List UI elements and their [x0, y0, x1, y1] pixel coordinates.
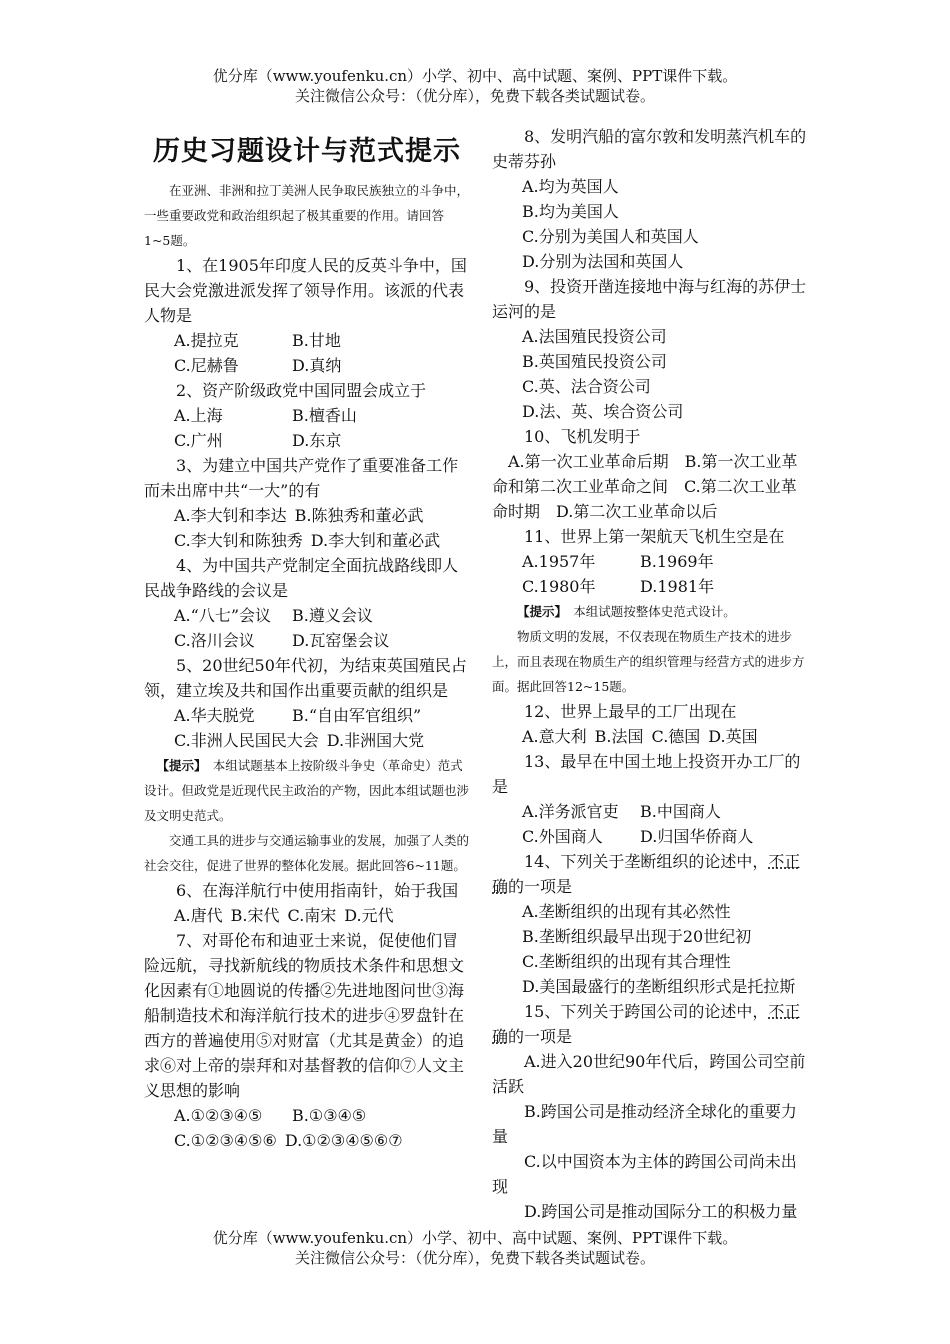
q12-option-b: B.法国 — [594, 727, 644, 746]
q14-emphasis: 不正确 — [492, 852, 801, 896]
q6-options — [144, 903, 470, 928]
q1-options-row2 — [144, 353, 470, 378]
q1-option-b: B.甘地 — [292, 331, 341, 350]
q2-option-a: A.上海 — [174, 406, 223, 425]
q1-option-a: A.提拉克 — [174, 331, 239, 350]
q15-stem-pre: 15、下列关于跨国公司的论述中， — [524, 1002, 769, 1021]
question-12: 12、世界上最早的工厂出现在 — [524, 702, 737, 721]
q12-option-a: A.意大利 — [522, 727, 587, 746]
q14-stem-post: 的一项是 — [508, 877, 573, 896]
tip-1-label: 【提示】 — [156, 758, 201, 773]
q1-option-c: C.尼赫鲁 — [174, 356, 239, 375]
q6-option-d: D.元代 — [344, 906, 394, 925]
page-title: 历史习题设计与范式提示 — [153, 136, 461, 167]
tip-2-text: 本组试题按整体史范式设计。 — [573, 604, 736, 619]
q12-option-d: D.英国 — [708, 727, 758, 746]
tip-1-text: 本组试题基本上按阶级斗争史（革命史）范式设计。但政党是近现代民主政治的产物，因此本组试题也涉及文明史范式。 — [144, 758, 470, 823]
q2-option-c: C.广州 — [174, 431, 223, 450]
question-15 — [492, 999, 810, 1049]
q11-option-c: C.1980年 — [522, 577, 596, 596]
q13-option-c: C.外国商人 — [522, 827, 603, 846]
q13-options-row2 — [492, 824, 810, 849]
footer-line-1: 优分库（www.youfenku.cn）小学、初中、高中试题、案例、PPT课件下载。 — [212, 1229, 738, 1247]
q7-option-d: D.①②③④⑤⑥⑦ — [284, 1131, 403, 1150]
tip-2-label: 【提示】 — [517, 604, 561, 619]
q6-option-c: C.南宋 — [287, 906, 337, 925]
page-footer — [0, 1228, 950, 1268]
q13-option-b: B.中国商人 — [640, 802, 721, 821]
q4-options-row1 — [144, 603, 470, 628]
q13-option-a: A.洋务派官吏 — [522, 802, 619, 821]
question-2: 2、资产阶级政党中国同盟会成立于 — [176, 381, 427, 400]
q4-option-b: B.遵义会议 — [292, 606, 373, 625]
q2-option-b: B.檀香山 — [292, 406, 357, 425]
q15-option-c: C.以中国资本为主体的跨国公司尚未出现 — [492, 1152, 797, 1196]
tip-2 — [492, 599, 810, 624]
q3-option-b: B.陈独秀和董必武 — [294, 506, 424, 525]
q13-option-d: D.归国华侨商人 — [640, 827, 754, 846]
question-11: 11、世界上第一架航天飞机生空是在 — [524, 527, 785, 546]
question-6: 6、在海洋航行中使用指南针，始于我国 — [176, 881, 459, 900]
q9-option-d: D.法、英、埃合资公司 — [522, 402, 684, 421]
q5-options-row2 — [144, 728, 470, 753]
q4-option-d: D.瓦窑堡会议 — [292, 631, 390, 650]
q7-option-a: A.①②③④⑤ — [174, 1106, 263, 1125]
q15-emphasis: 不正确 — [492, 1002, 801, 1046]
q6-option-b: B.宋代 — [230, 906, 280, 925]
header-line-1: 优分库（www.youfenku.cn）小学、初中、高中试题、案例、PPT课件下载。 — [212, 67, 738, 85]
q13-options-row1 — [492, 799, 810, 824]
q3-option-a: A.李大钊和李达 — [174, 506, 287, 525]
question-4: 4、为中国共产党制定全面抗战路线即人民战争路线的会议是 — [144, 556, 459, 600]
left-column — [144, 124, 470, 1153]
q14-option-b: B.垄断组织最早出现于20世纪初 — [522, 927, 752, 946]
q12-options — [492, 724, 810, 749]
question-3: 3、为建立中国共产党作了重要准备工作而未出席中共“一大”的有 — [144, 456, 459, 500]
q12-option-c: C.德国 — [651, 727, 701, 746]
q5-option-d: D.非洲国大党 — [326, 731, 425, 750]
q2-options-row2 — [144, 428, 470, 453]
page-header — [0, 66, 950, 106]
q14-option-a: A.垄断组织的出现有其必然性 — [522, 902, 731, 921]
intro-1: 在亚洲、非洲和拉丁美洲人民争取民族独立的斗争中，一些重要政党和政治组织起了极其重要的作用。请回答1~5题。 — [144, 183, 470, 248]
q15-stem-post: 的一项是 — [508, 1027, 573, 1046]
question-14 — [492, 849, 810, 899]
right-column — [492, 124, 810, 1224]
q1-option-d: D.真纳 — [292, 356, 342, 375]
q8-option-d: D.分别为法国和英国人 — [522, 252, 684, 271]
q15-option-a: A.进入20世纪90年代后，跨国公司空前活跃 — [492, 1052, 806, 1096]
question-1: 1、在1905年印度人民的反英斗争中，国民大会党激进派发挥了领导作用。该派的代表人物是 — [144, 256, 467, 325]
q5-option-a: A.华夫脱党 — [174, 706, 255, 725]
q5-option-b: B.“自由军官组织” — [292, 706, 422, 725]
question-10: 10、飞机发明于 — [524, 427, 641, 446]
q7-options-row2 — [144, 1128, 470, 1153]
question-13: 13、最早在中国土地上投资开办工厂的是 — [492, 752, 801, 796]
question-9: 9、投资开凿连接地中海与红海的苏伊士运河的是 — [492, 277, 807, 321]
q3-options-row1 — [144, 503, 470, 528]
q5-option-c: C.非洲人民国民大会 — [174, 731, 319, 750]
q4-options-row2 — [144, 628, 470, 653]
q9-option-c: C.英、法合资公司 — [522, 377, 651, 396]
intro-3: 物质文明的发展，不仅表现在物质生产技术的进步上，而且表现在物质生产的组织管理与经营方式的进步方面。据此回答12~15题。 — [492, 629, 805, 694]
q7-option-b: B.①③④⑤ — [292, 1106, 367, 1125]
q14-option-d: D.美国最盛行的垄断组织形式是托拉斯 — [522, 977, 796, 996]
q3-options-row2 — [144, 528, 470, 553]
q11-option-d: D.1981年 — [640, 577, 715, 596]
q11-option-b: B.1969年 — [640, 552, 714, 571]
q9-option-a: A.法国殖民投资公司 — [522, 327, 667, 346]
tip-1 — [144, 753, 470, 828]
q8-option-c: C.分别为美国人和英国人 — [522, 227, 699, 246]
q14-option-c: C.垄断组织的出现有其合理性 — [522, 952, 731, 971]
q7-option-c: C.①②③④⑤⑥ — [174, 1131, 277, 1150]
q8-option-b: B.均为美国人 — [522, 202, 619, 221]
intro-2: 交通工具的进步与交通运输事业的发展，加强了人类的社会交往，促进了世界的整体化发展。据此回答6~11题。 — [144, 833, 470, 873]
q15-option-d: D.跨国公司是推动国际分工的积极力量 — [524, 1202, 798, 1221]
question-5: 5、20世纪50年代初，为结束英国殖民占领，建立埃及共和国作出重要贡献的组织是 — [144, 656, 467, 700]
q2-options-row1 — [144, 403, 470, 428]
q3-option-d: D.李大钊和董必武 — [310, 531, 441, 550]
q5-options-row1 — [144, 703, 470, 728]
footer-line-2: 关注微信公众号：（优分库），免费下载各类试题试卷。 — [294, 1249, 655, 1267]
q8-option-a: A.均为英国人 — [522, 177, 619, 196]
q3-option-c: C.李大钊和陈独秀 — [174, 531, 303, 550]
q2-option-d: D.东京 — [292, 431, 342, 450]
q6-option-a: A.唐代 — [174, 906, 223, 925]
header-line-2: 关注微信公众号：（优分库），免费下载各类试题试卷。 — [294, 87, 655, 105]
q11-options-row2 — [492, 574, 810, 599]
q9-option-b: B.英国殖民投资公司 — [522, 352, 667, 371]
q10-options: A.第一次工业革命后期 B.第一次工业革命和第二次工业革命之间 C.第二次工业革命时期 D.第二次工业革命以后 — [492, 452, 798, 521]
q15-option-b: B.跨国公司是推动经济全球化的重要力量 — [492, 1102, 797, 1146]
q11-option-a: A.1957年 — [522, 552, 596, 571]
question-7: 7、对哥伦布和迪亚士来说，促使他们冒险远航，寻找新航线的物质技术条件和思想文化因素有①地圆说的传播②先进地图问世③海船制造技术和海洋航行技术的进步④罗盘针在西方的普遍使用⑤对财富（尤其是黄金）的追求⑥对上帝的崇拜和对基督教的信仰⑦人文主义思想的影响 — [144, 931, 465, 1100]
q14-stem-pre: 14、下列关于垄断组织的论述中， — [524, 852, 769, 871]
q4-option-c: C.洛川会议 — [174, 631, 255, 650]
q1-options-row1 — [144, 328, 470, 353]
question-8: 8、发明汽船的富尔敦和发明蒸汽机车的史蒂芬孙 — [492, 127, 807, 171]
q11-options-row1 — [492, 549, 810, 574]
q7-options-row1 — [144, 1103, 470, 1128]
q4-option-a: A.“八七”会议 — [174, 606, 272, 625]
